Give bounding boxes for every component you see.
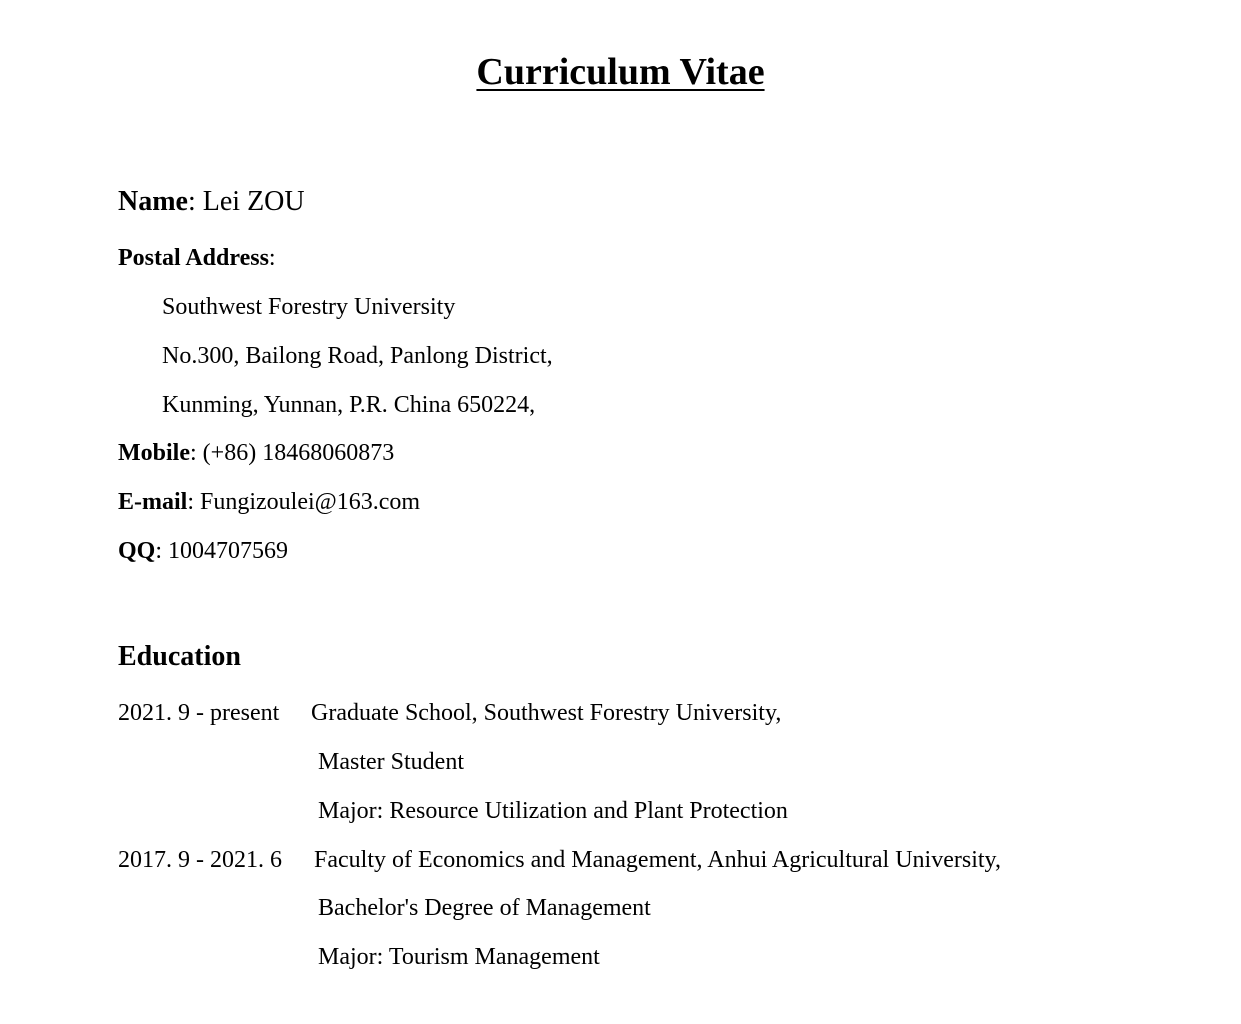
address-line-2: No.300, Bailong Road, Panlong District, bbox=[162, 343, 553, 369]
education-dates: 2021. 9 - present bbox=[118, 700, 280, 726]
postal-address-colon: : bbox=[268, 245, 276, 271]
qq-label: QQ bbox=[118, 538, 156, 564]
education-major: Major: Tourism Management bbox=[318, 944, 600, 970]
education-major: Major: Resource Utilization and Plant Protection bbox=[318, 798, 788, 824]
address-line-3: Kunming, Yunnan, P.R. China 650224, bbox=[162, 392, 536, 418]
document-title-text: Curriculum Vitae bbox=[476, 51, 765, 93]
address-line-1: Southwest Forestry University bbox=[162, 294, 456, 320]
name-value: : Lei ZOU bbox=[187, 186, 305, 217]
education-degree: Master Student bbox=[318, 749, 464, 775]
qq-value: : 1004707569 bbox=[155, 538, 289, 564]
mobile-value: : (+86) 18468060873 bbox=[190, 440, 395, 466]
education-institution: Faculty of Economics and Management, Anhui Agricultural University, bbox=[314, 847, 1001, 873]
email-value: : Fungizoulei@163.com bbox=[187, 489, 421, 515]
mobile-line bbox=[118, 438, 394, 468]
education-degree: Bachelor's Degree of Management bbox=[318, 895, 651, 921]
name-label: Name bbox=[118, 186, 188, 217]
name-line bbox=[118, 184, 305, 220]
email-label: E-mail bbox=[118, 489, 188, 515]
education-institution: Graduate School, Southwest Forestry University, bbox=[311, 700, 782, 726]
mobile-label: Mobile bbox=[118, 440, 190, 466]
document-title bbox=[0, 48, 1241, 96]
education-heading: Education bbox=[118, 641, 241, 672]
qq-line bbox=[118, 536, 288, 566]
postal-address-line bbox=[118, 243, 276, 273]
education-dates: 2017. 9 - 2021. 6 bbox=[118, 847, 282, 873]
postal-address-label: Postal Address bbox=[118, 245, 269, 271]
email-line bbox=[118, 487, 420, 517]
